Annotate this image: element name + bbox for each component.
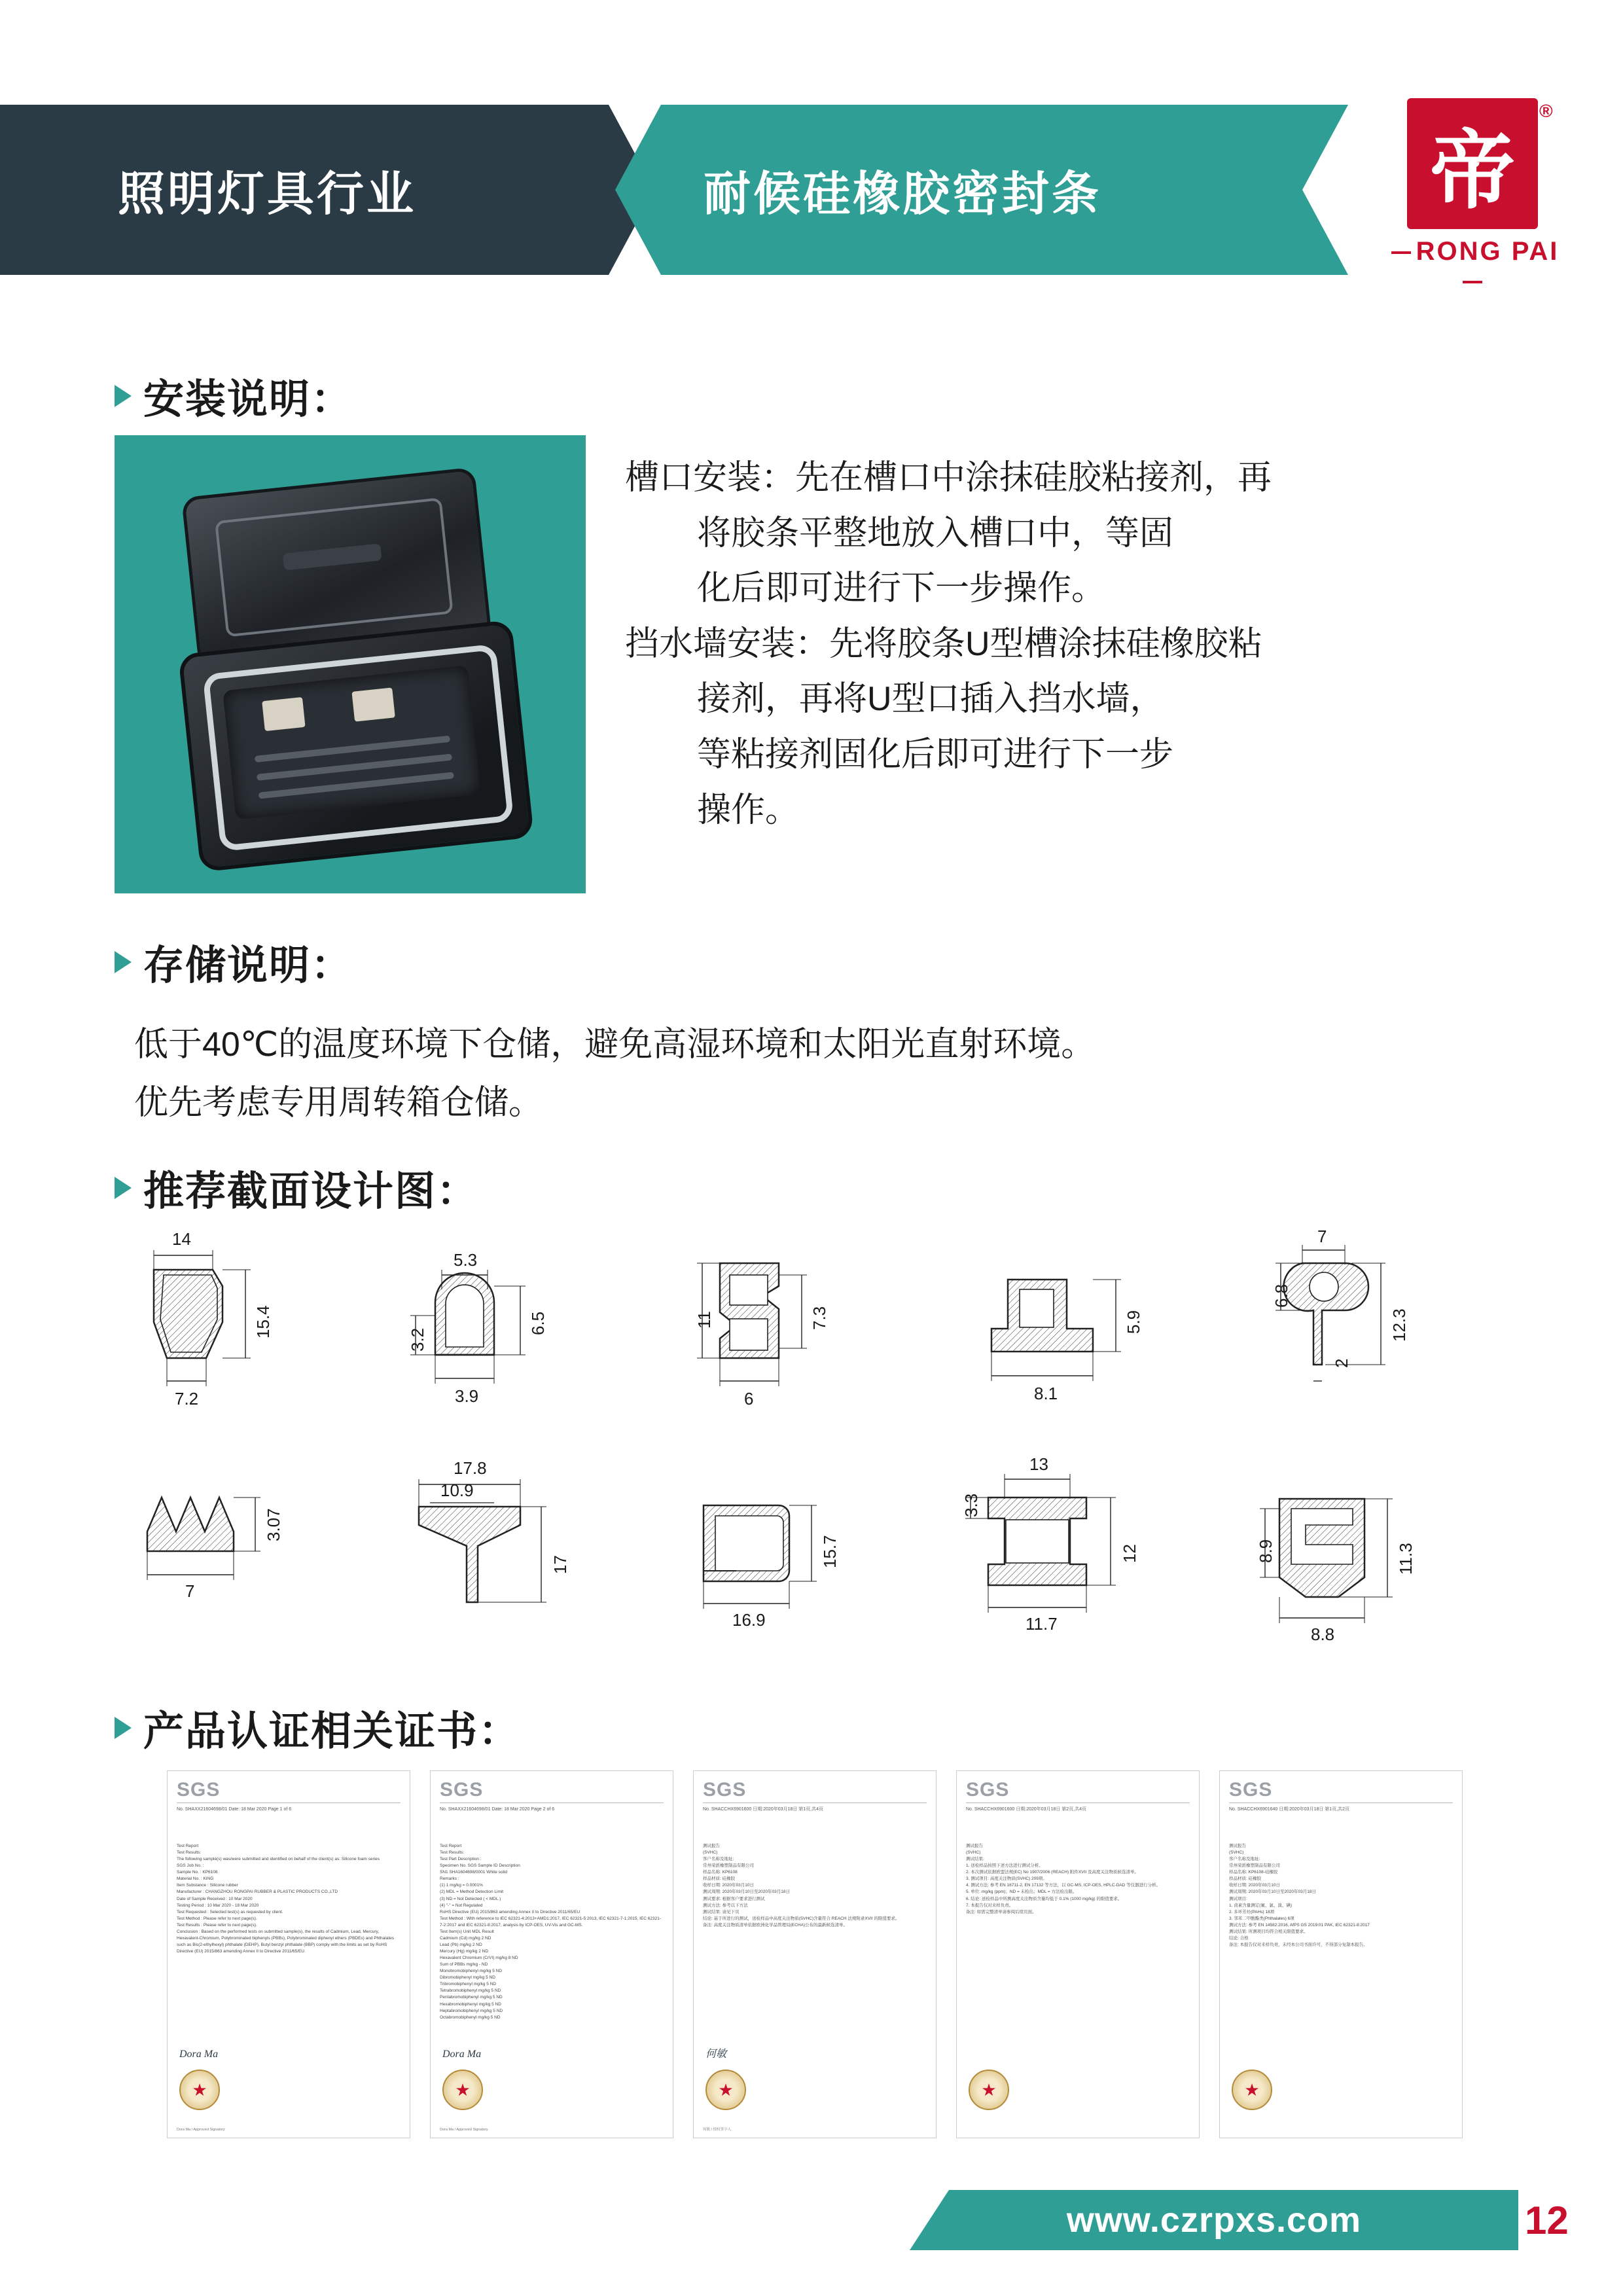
- profile-10-svg: [1240, 1446, 1522, 1662]
- certificate-thumbnail[interactable]: [430, 1770, 673, 2138]
- profile-3-dim-inner: 7.3: [810, 1306, 829, 1330]
- section-heading-profiles: [115, 1158, 478, 1217]
- install-groove-line1: 槽口安装：先在槽口中涂抹硅胶粘接剂，再: [625, 459, 1272, 497]
- profile-row-1: [115, 1224, 1541, 1440]
- profile-8-svg: [664, 1446, 946, 1662]
- profile-5-svg: [1240, 1224, 1522, 1440]
- triangle-bullet-icon: [115, 1717, 132, 1739]
- page-number: 12: [1525, 2198, 1569, 2242]
- profile-drawing-2: [389, 1224, 671, 1440]
- triangle-bullet-icon: [115, 1177, 132, 1199]
- sgs-logo: SGS: [703, 1779, 747, 1801]
- certificate-footer: 何敏 / 授权签字人: [703, 2127, 732, 2132]
- profile-9-dim-height: 12: [1120, 1544, 1139, 1563]
- profile-9-svg: [952, 1446, 1234, 1662]
- profile-7-dim-top: 17.8: [454, 1458, 487, 1478]
- profile-2-dim-top: 5.3: [454, 1250, 478, 1270]
- profile-2-dim-base: 3.9: [455, 1386, 479, 1406]
- profile-row-2: [115, 1446, 1541, 1662]
- section-title-install: 安装说明：: [143, 377, 353, 422]
- company-logo: [1374, 98, 1571, 288]
- install-wall-line3: 等粘接剂固化后即可进行下一步: [697, 735, 1174, 774]
- section-heading-storage: [115, 933, 353, 991]
- triangle-bullet-icon: [115, 951, 132, 973]
- profile-6-svg: [115, 1446, 396, 1662]
- install-photo: [115, 435, 586, 893]
- profile-drawing-1: [115, 1224, 396, 1440]
- page-footer: [0, 2190, 1623, 2250]
- profile-1-dim-base: 7.2: [175, 1389, 199, 1408]
- certificate-seal-icon: [705, 2070, 746, 2110]
- profile-4-dim-width: 8.1: [1034, 1384, 1058, 1403]
- logo-brand-name: [1374, 237, 1571, 296]
- profile-9-dim-top: 13: [1029, 1454, 1048, 1474]
- certificate-body: 测试报告 (SVHC) 客户名称及地址: 常州荣派橡塑制品有限公司 样品名称: KP6108 样品材质: 硅橡胶 收样日期: 2020年03月10日 测试周期: 2020年03月10日至2020年03月18日 测试要求: 根据客户要求进行测试 测试方法: 参考以下方法 测试结果: 请见下页 结论: 基于所进行的测试，送检样品中高度关注物质(SVHC)含量符合 REACH 法规附录XVII 的限值要求。 备注: 高度关注物质清单依据欧洲化学品管理局(ECHA)公布的最新候选清单。: [703, 1844, 900, 1928]
- profile-1-dim-width: 14: [172, 1229, 191, 1249]
- certificate-body: 测试报告 (SVHC) 测试结果: 1. 送检样品按照下述方法进行测试分析。 2. 本次测试依据欧盟法规(EC) No 1907/2006 (REACH) 附件XVII 及高度关注物质候选清单。 3. 测试项目: 高度关注物质(SVHC) 209项。 4. 测试方法: 参考 EN 16711-2, EN 17132 等方法，以 GC-MS, ICP-OES, HPLC-DAD 等仪器进行分析。 5. 单位: mg/kg (ppm)；ND = 未检出；MDL = 方法检出限。 6. 结论: 送检样品中所测高度关注物质含量均低于 0.1% (1000 mg/kg) 的限值要求。 7. 本报告仅对来样负责。 备注: 如需完整清单请参阅后续页面。: [966, 1844, 1161, 1914]
- certificate-signature: 何敏: [705, 2049, 727, 2060]
- triangle-bullet-icon: [115, 385, 132, 407]
- footer-website-url[interactable]: www.czrpxs.com: [1066, 2200, 1362, 2240]
- lamp-cavity: [223, 665, 481, 819]
- certificate-thumbnail[interactable]: [167, 1770, 410, 2138]
- install-groove-line2: 将胶条平整地放入槽口中，等固: [697, 514, 1174, 552]
- sgs-logo: SGS: [440, 1779, 484, 1801]
- certificate-signature: Dora Ma: [442, 2049, 482, 2060]
- certificate-thumbnail[interactable]: [1219, 1770, 1463, 2138]
- profile-10-dim-height: 11.3: [1396, 1543, 1416, 1575]
- profile-9-dim-lip: 3.3: [961, 1493, 981, 1517]
- logo-brand-text: RONG PAI: [1416, 237, 1560, 266]
- profile-drawing-5: [1240, 1224, 1522, 1440]
- certificate-body: Test Report Test Results: Test Part Description : Specimen No. SGS Sample ID Description SN1 SHA1604698/0001 White solid Remarks : (1) 1 mg/kg = 0.0001% (2) MDL = Method Detection Limit (3) ND = Not Detected ( < MDL ) (4) "-" = Not Regulated RoHS Directive (EU) 2015/863 amending Annex II to Directive 2011/65/EU Test Method : With reference to IEC 62321-4:2013+AMD1:2017, IEC 62321-5:2013, IEC 62321-7-1:2015, IEC 62321-7-2:2017 and IEC 62321-8:2017, analysis by ICP-OES, UV-Vis and GC-MS. Test Item(s) Unit MDL Result Cadmium (Cd) mg/kg 2 ND Lead (Pb) mg/kg 2 ND Mercury (Hg) mg/kg 2 ND Hexavalent Chromium (CrVI) mg/kg 8 ND Sum of PBBs mg/kg - ND Monobromobiphenyl mg/kg 5 ND Dibromobiphenyl mg/kg 5 ND Tribromobiphenyl mg/kg 5 ND Tetrabromobiphenyl mg/kg 5 ND Pentabromobiphenyl mg/kg 5 ND Hexabromobiphenyl mg/kg 5 ND Heptabromobiphenyl mg/kg 5 ND Octabromobiphenyl mg/kg 5 ND: [440, 1844, 662, 2020]
- certificate-thumbnail[interactable]: [956, 1770, 1200, 2138]
- profile-5-dim-bulb: 6.8: [1272, 1283, 1291, 1308]
- certificate-body: Test Report Test Results: The following sample(s) was/were submitted and identified on behalf of the client(s) as: Silicone foam series SGS Job No. : Sample No. : KP6108 Material No. : KING Item Substance : Silicone rubber Manufacturer : CHANGZHOU RONGPAI RUBBER & PLASTIC PRODUCTS CO.,LTD Date of Sample Received : 10 Mar 2020 Testing Period : 10 Mar 2020 - 18 Mar 2020 Test Requested : Selected test(s) as requested by client. Test Method : Please refer to next page(s). Test Results : Please refer to next page(s). Conclusion : Based on the performed tests on submitted sample(s), the results of Cadmium, Lead, Mercury, Hexavalent-Chromium, Polybrominated biphenyls (PBBs), Polybrominated diphenyl ethers (PBDEs) and Phthalates such as Bis(2-ethylhexyl) phthalate (DEHP), Butyl benzyl phthalate (BBP) comply with the limits as set by RoHS Directive (EU) 2015/863 amending Annex II to Directive 2011/65/EU.: [177, 1844, 395, 1954]
- profile-5-dim-height: 12.3: [1389, 1308, 1409, 1342]
- certificate-thumbnail[interactable]: [693, 1770, 936, 2138]
- profile-2-dim-height: 6.5: [528, 1311, 548, 1335]
- profile-7-dim-inner: 10.9: [440, 1480, 474, 1500]
- certificate-body: 测试报告 (SVHC) 客户名称及地址: 常州荣派橡塑制品有限公司 样品名称: KP6108-硅橡胶 样品材质: 硅橡胶 收样日期: 2020年03月10日 测试周期: 2020年03月10日至2020年03月18日 测试项目: 1. 卤素含量测定(氟、氯、溴、碘) 2. 多环芳烃(PAHs) 18项 3. 邻苯二甲酸酯类(Phthalates) 6项 测试方法: 参考 EN 14582:2016, AfPS GS 2019:01 PAK, IEC 62321-8:2017 测试结果: 所测项目均符合相关限值要求。 结论: 合格 备注: 本报告仅对来样负责，未经本公司书面许可，不得部分复制本报告。: [1229, 1844, 1370, 1947]
- install-wall-line1: 挡水墙安装：先将胶条U型槽涂抹硅橡胶粘: [625, 624, 1262, 663]
- storage-line-1: 低于40℃的温度环境下仓储，避免高湿环境和太阳光直射环境。: [134, 1026, 1096, 1064]
- lamp-housing-illustration: [162, 464, 539, 864]
- lamp-terminal-block: [351, 687, 395, 721]
- storage-line-2: 优先考虑专用周转箱仓储。: [134, 1084, 543, 1122]
- certificate-meta: No. SHACCHX6901600 日期:2020年03月18日 第1页,共4页: [703, 1807, 824, 1812]
- profile-8-dim-width: 16.9: [732, 1610, 766, 1630]
- profile-10-dim-left: 8.9: [1256, 1539, 1275, 1563]
- certificate-signature: Dora Ma: [179, 2049, 219, 2060]
- profile-4-dim-height: 5.9: [1124, 1310, 1143, 1334]
- certificate-footer: Dora Ma / Approved Signatory: [177, 2127, 225, 2132]
- profile-drawing-8: [664, 1446, 946, 1662]
- profile-7-dim-height: 17: [550, 1555, 570, 1574]
- profile-drawings: [115, 1217, 1541, 1676]
- certificate-meta: No. SHAXX21604698/01 Date: 18 Mar 2020 Page 1 of 6: [177, 1807, 292, 1812]
- lamp-lid-frame: [215, 497, 454, 637]
- sgs-logo: SGS: [966, 1779, 1010, 1801]
- header-left-title: 照明灯具行业: [118, 168, 417, 221]
- certificate-seal-icon: [179, 2070, 220, 2110]
- section-title-profiles: 推荐截面设计图：: [143, 1169, 479, 1214]
- profile-drawing-7: [389, 1446, 671, 1662]
- profile-drawing-4: [952, 1224, 1234, 1440]
- profile-5-dim-tail: 2: [1332, 1358, 1351, 1368]
- profile-drawing-9: [952, 1446, 1234, 1662]
- profile-4-svg: [952, 1224, 1234, 1440]
- registered-trademark-icon: ®: [1539, 101, 1553, 121]
- certificate-meta: No. SHACCHX6901600 日期:2020年03月18日 第2页,共4页: [966, 1807, 1087, 1812]
- install-wall-line4: 操作。: [697, 791, 800, 829]
- install-instructions: [625, 452, 1541, 839]
- profile-10-dim-width: 8.8: [1311, 1624, 1335, 1644]
- certificate-meta: No. SHACCHX6901640 日期:2020年03月18日 第1页,共2页: [1229, 1807, 1350, 1812]
- certificate-seal-icon: [969, 2070, 1009, 2110]
- section-title-storage: 存储说明：: [143, 943, 353, 988]
- sgs-logo: SGS: [1229, 1779, 1273, 1801]
- profile-6-dim-height: 3.07: [264, 1508, 283, 1541]
- profile-drawing-6: [115, 1446, 396, 1662]
- certificate-meta: No. SHAXX21604698/01 Date: 18 Mar 2020 Page 2 of 6: [440, 1807, 555, 1812]
- section-heading-certs: [115, 1698, 520, 1757]
- profile-8-dim-height: 15.7: [820, 1535, 840, 1568]
- profile-3-dim-height: 11: [694, 1311, 714, 1329]
- profile-1-dim-height: 15.4: [253, 1305, 273, 1338]
- profile-2-dim-leg: 3.2: [408, 1327, 427, 1352]
- profile-6-dim-width: 7: [185, 1581, 195, 1601]
- sgs-logo: SGS: [177, 1779, 221, 1801]
- certificate-seal-icon: [1232, 2070, 1272, 2110]
- lamp-terminal-block: [262, 697, 305, 731]
- certificate-footer: Dora Ma / Approved Signatory: [440, 2127, 488, 2132]
- section-title-certs: 产品认证相关证书：: [143, 1709, 521, 1754]
- profile-drawing-10: [1240, 1446, 1522, 1662]
- profile-3-dim-width: 6: [744, 1389, 754, 1408]
- install-groove-line3: 化后即可进行下一步操作。: [697, 569, 1106, 608]
- header-right-title: 耐候硅橡胶密封条: [704, 168, 1102, 221]
- profile-5-dim-top: 7: [1317, 1227, 1327, 1246]
- certificate-seal-icon: [442, 2070, 483, 2110]
- section-heading-install: [115, 367, 353, 425]
- logo-glyph: 帝: [1429, 124, 1515, 219]
- profile-3-svg: [664, 1224, 946, 1440]
- profile-7-svg: [389, 1446, 671, 1662]
- certificate-gallery: [167, 1770, 1463, 2137]
- profile-9-dim-width: 11.7: [1026, 1614, 1058, 1634]
- profile-drawing-3: [664, 1224, 946, 1440]
- install-wall-line2: 接剂，再将U型口插入挡水墙，: [697, 680, 1164, 719]
- storage-instructions: [134, 1018, 1522, 1134]
